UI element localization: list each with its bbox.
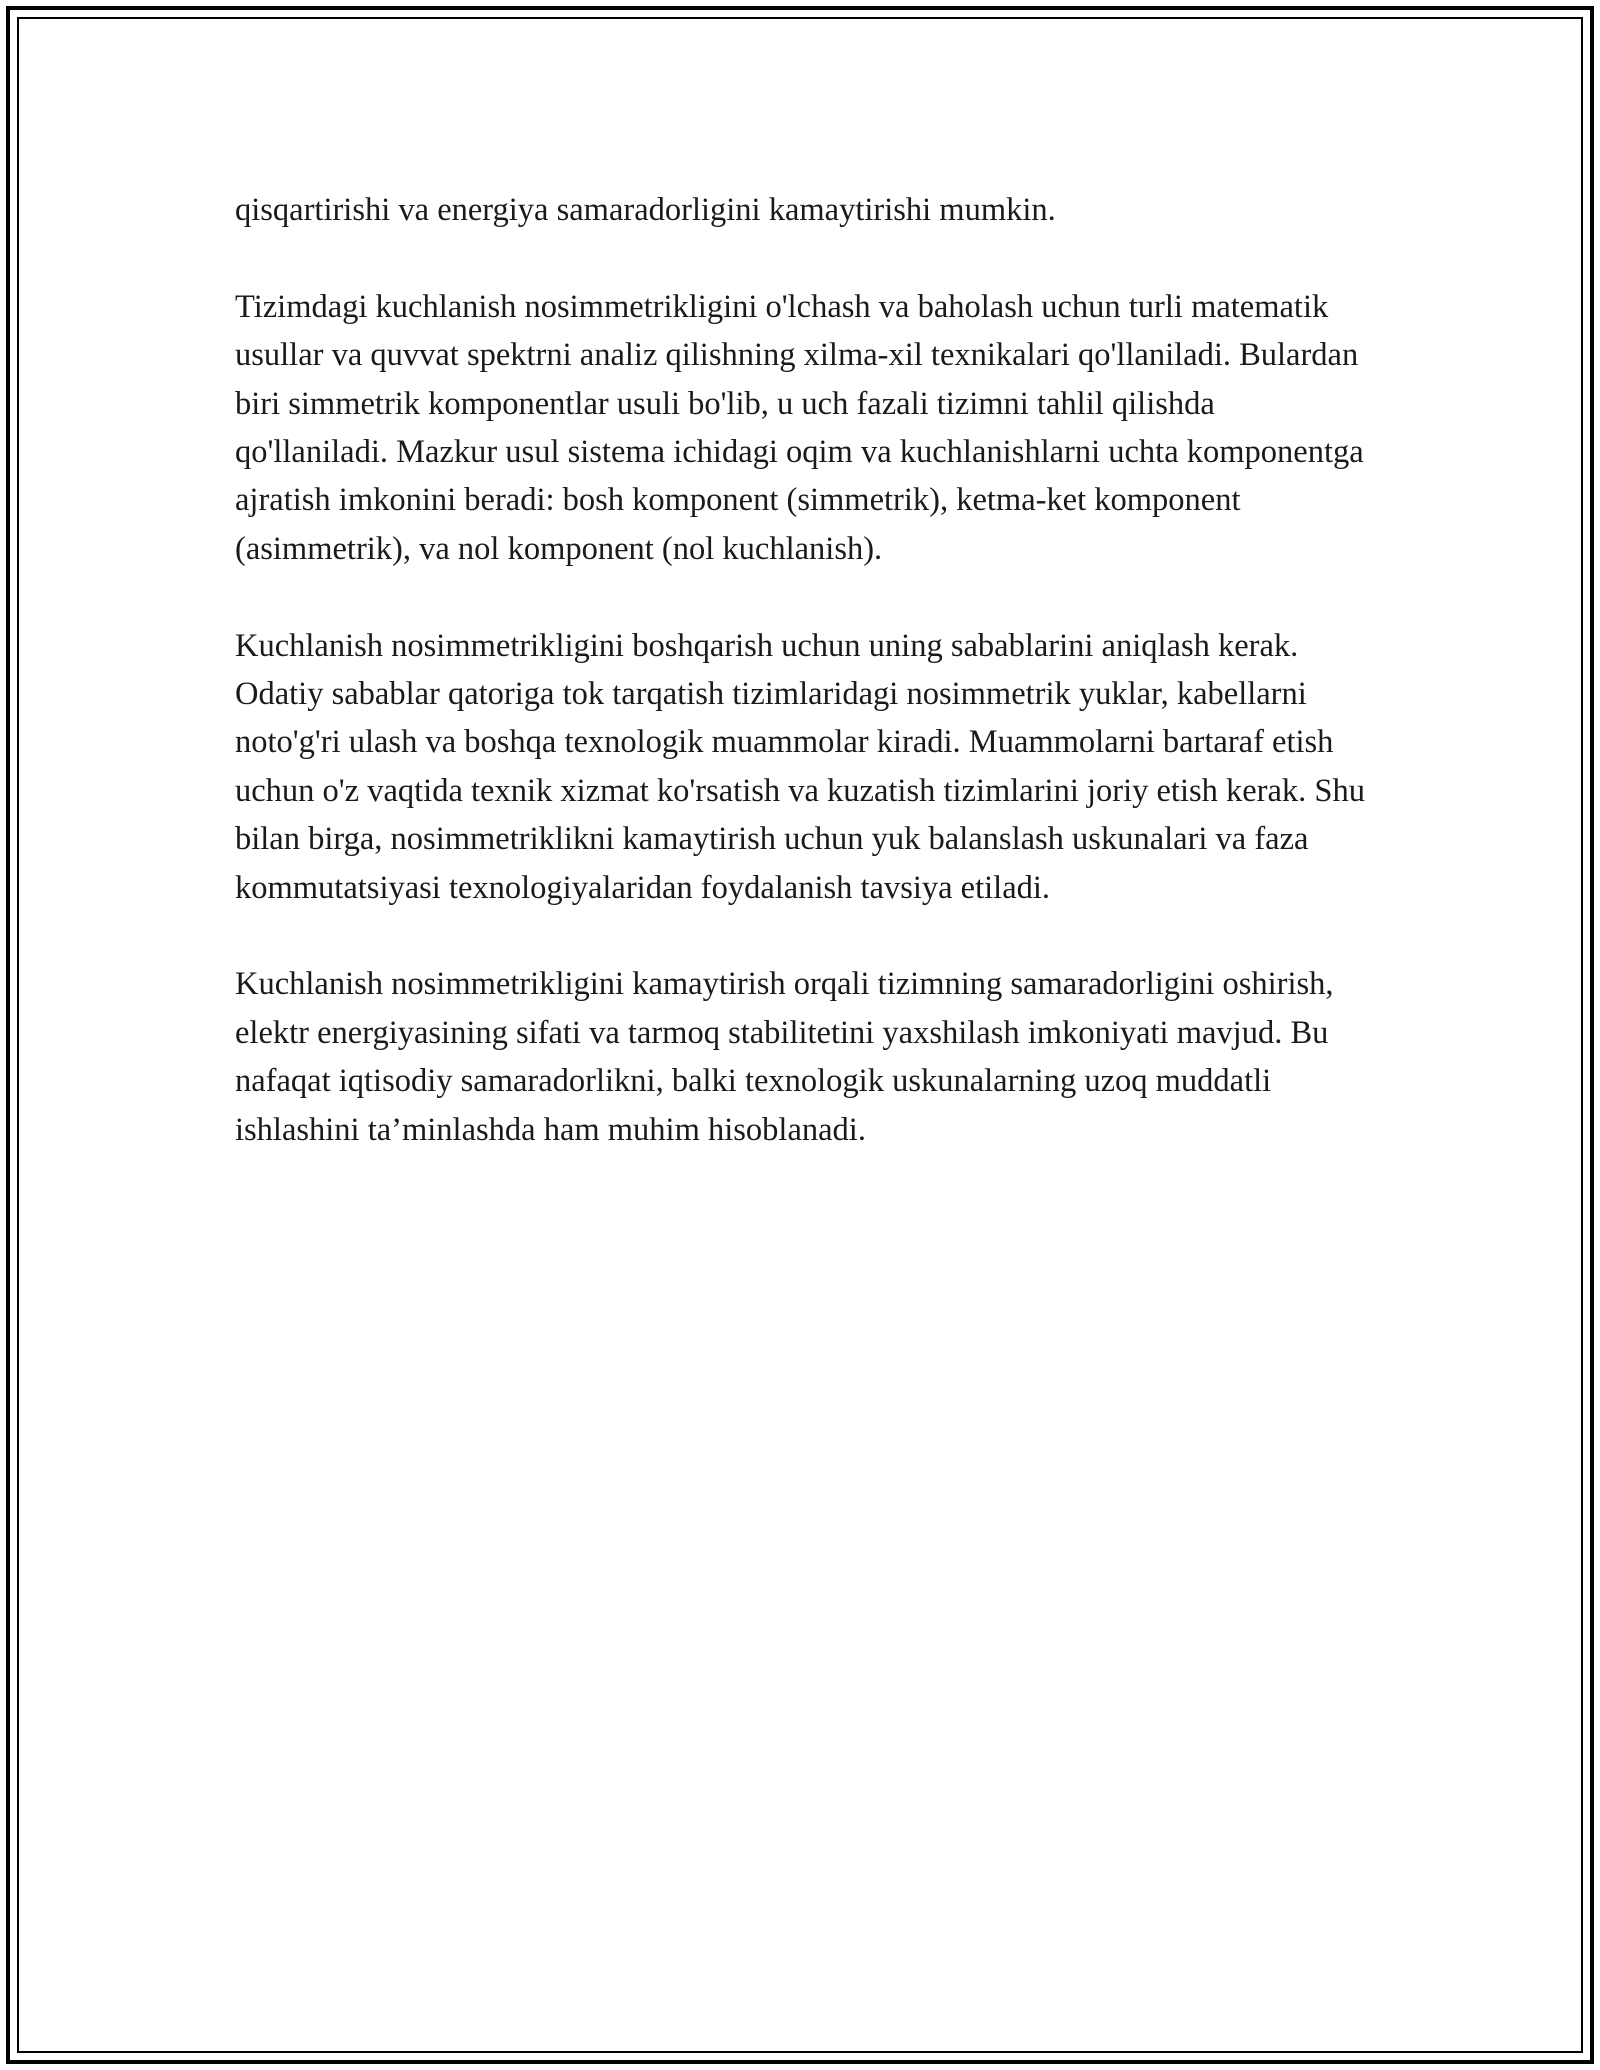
paragraph: Kuchlanish nosimmetrikligini boshqarish uchun uning sabablarini aniqlash kerak. Odatiy sabablar qatoriga tok tarqatish tizimlaridagi nosimmetrik yuklar, kabellarni noto'g'ri ulash va boshqa texnologik muammolar kiradi. Muammolarni bartaraf etish uchun o'z vaqtida texnik xizmat ko'rsatish va kuzatish tizimlarini joriy etish kerak. Shu bilan birga, nosimmetriklikni kamaytirish uchun yuk balanslash uskunalari va faza kommutatsiyasi texnologiyalaridan foydalanish tavsiya etiladi. [235, 627, 1365, 906]
paragraph: qisqartirishi va energiya samaradorligini kamaytirishi mumkin. [235, 192, 1056, 228]
paragraph: Kuchlanish nosimmetrikligini kamaytirish orqali tizimning samaradorligini oshirish, elektr energiyasining sifati va tarmoq stabilitetini yaxshilash imkoniyati mavjud. Bu nafaqat iqtisodiy samaradorlikni, balki texnologik uskunalarning uzoq muddatli ishlashini ta’minlashda ham muhim hisoblanadi. [235, 966, 1334, 1148]
paragraph: Tizimdagi kuchlanish nosimmetrikligini o'lchash va baholash uchun turli matematik usullar va quvvat spektrni analiz qilishning xilma-xil texnikalari qo'llaniladi. Bulardan biri simmetrik komponentlar usuli bo'lib, u uch fazali tizimni tahlil qilishda qo'llaniladi. Mazkur usul sistema ichidagi oqim va kuchlanishlarni uchta komponentga ajratish imkonini beradi: bosh komponent (simmetrik), ketma-ket komponent (asimmetrik), va nol komponent (nol kuchlanish). [235, 288, 1364, 567]
document-body [235, 186, 1365, 1202]
